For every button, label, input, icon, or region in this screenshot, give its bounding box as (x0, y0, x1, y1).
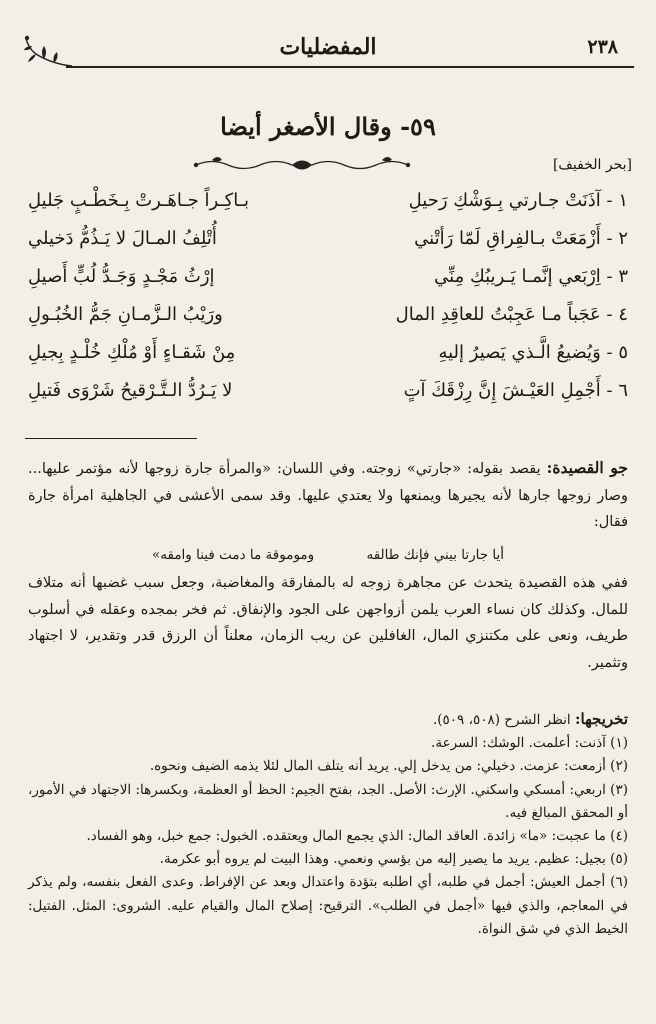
takhrij-line (28, 708, 628, 732)
divider-ornament-icon (192, 154, 412, 176)
verse-second-hemistich: أُتْلِفُ المـالَ لا يَـذُمُّ دَخيلي (28, 228, 217, 249)
poem-verses (28, 190, 628, 418)
footnotes (28, 708, 628, 941)
takhrij-text: انظر الشرح (٥٠٨، ٥٠٩). (432, 712, 571, 728)
verse-line (28, 304, 628, 342)
verse-second-hemistich: مِنْ شَقـاءٍ أَوْ مُلْكِ خُلْـدٍ بِجيلِ (28, 342, 236, 363)
verse-line (28, 342, 628, 380)
footnote: (٦) أجمل العيش: أجمل في طلبه، أي اطلبه بتؤدة واعتدال وبعد عن الإفراط. وعدى الفعل بنفسه، ولم يذكر في المعاجم، والذي فيها «أجمل في الطلب». الترقيح: إصلاح المال والقيام عليه. الشروى: المثل. الفتيل: الخيط الذي في شق النواة. (28, 874, 628, 937)
header-rule (66, 66, 634, 68)
running-title: المفضليات (279, 34, 377, 60)
takhrij-label: تخريجها: (574, 710, 628, 728)
footnote: (١) آذنت: أعلمت. الوشك: السرعة. (431, 735, 628, 752)
verse-line (28, 380, 628, 418)
context-text: يقصد بقوله: «جارتي» زوجته. وفي اللسان: «والمرأة جارة زوجها لأنه مؤتمر عليها... وصار زوجها جارها لأنه يجيرها ويمنعها ولا يعتدي عليها. وقد سمى الأعشى في الجاهلية امرأة جارة فقال: (28, 461, 628, 530)
context-paragraph: ففي هذه القصيدة يتحدث عن مجاهرة زوجه له بالمفارقة والمغاضبة، وجعل سبب غضبها أنه متلاف للمال. وكذلك كان نساء العرب يلمن أزواجهن على الجود والإنفاق. ثم فخر بمجده وعقله في أسلوب طريف، ونعى على مكتنزي المال، الغافلين عن ريب الزمان، معلناً أن الرزق قدر وتقدير، لا اجتهاد وتثمير. (28, 575, 628, 671)
cited-hemistich-second: وموموقة ما دمت فينا وامقه» (152, 546, 315, 563)
footnote: (٢) أزمعت: عزمت. دخيلي: من يدخل إلي. يريد أنه يتلف المال لئلا يذمه الضيف ونحوه. (149, 758, 628, 775)
verse-first-hemistich: ٥ - وَيُضيعُ الَّـذي يَصيرُ إليهِ (438, 342, 628, 363)
context-label: جو القصيدة: (546, 458, 629, 477)
cited-hemistich-first: أيا جارتا بيني فإنك طالقه (366, 546, 504, 563)
verse-first-hemistich: ٣ - اِرْبَعي إنَّمـا يَـريبُكِ مِنِّي (434, 266, 628, 287)
footnote: (٤) ما عجبت: «ما» زائدة. العاقد المال: الذي يجمع المال ويعتقده. الخبول: جمع خبل، وهو الفساد. (86, 828, 628, 845)
verse-first-hemistich: ٤ - عَجَباً مـا عَجِبْتُ للعاقِدِ المال (395, 304, 628, 325)
context-paragraph (28, 455, 628, 536)
footnote: (٣) اربعي: أمسكي واسكني. الإرث: الأصل. الجد، بفتح الجيم: الحظ أو العظمة، وبكسرها: الاجتهاد في الأمور، أو المحقق المبالغ فيه. (28, 781, 628, 821)
page-number: ٢٣٨ (587, 36, 618, 58)
floral-ornament-icon (22, 34, 74, 70)
poem-title: ٥٩- وقال الأصغر أيضا (220, 112, 436, 141)
poem-meter: [بحر الخفيف] (552, 157, 632, 173)
footnote: (٥) بجيل: عظيم. يريد ما يصير إليه من بؤسي ونعمي. وهذا البيت لم يروه أبو عكرمة. (159, 851, 628, 868)
verse-first-hemistich: ١ - آذَنَتْ جـارتي بِـوَشْكِ رَحيلِ (408, 190, 628, 211)
verse-first-hemistich: ٢ - أَزْمَعَتْ بـالفِراقِ لَمّا رَأتْني (414, 228, 628, 249)
verse-line (28, 266, 628, 304)
verse-line (28, 228, 628, 266)
verse-line (28, 190, 628, 228)
section-divider (25, 438, 197, 439)
page-header (22, 34, 634, 74)
verse-second-hemistich: لا يَـرُدُّ الـتَّـرْقيحُ شَرْوَى فَتيلِ (28, 380, 233, 401)
verse-first-hemistich: ٦ - أَجْمِلِ العَيْـشَ إِنَّ رِزْقَكَ آتٍ (403, 380, 628, 401)
verse-second-hemistich: ورَيْبُ الـزَّمـانِ جَمُّ الخُبُـولِ (28, 304, 223, 325)
verse-second-hemistich: إرْثُ مَجْـدٍ وَجَـدُّ لُبٍّ أَصيلِ (28, 266, 215, 287)
verse-second-hemistich: بـاكِـراً جـاهَـرتْ بِـخَطْـبٍ جَليلِ (28, 190, 250, 211)
cited-verse (28, 542, 628, 569)
poem-context (28, 455, 628, 676)
